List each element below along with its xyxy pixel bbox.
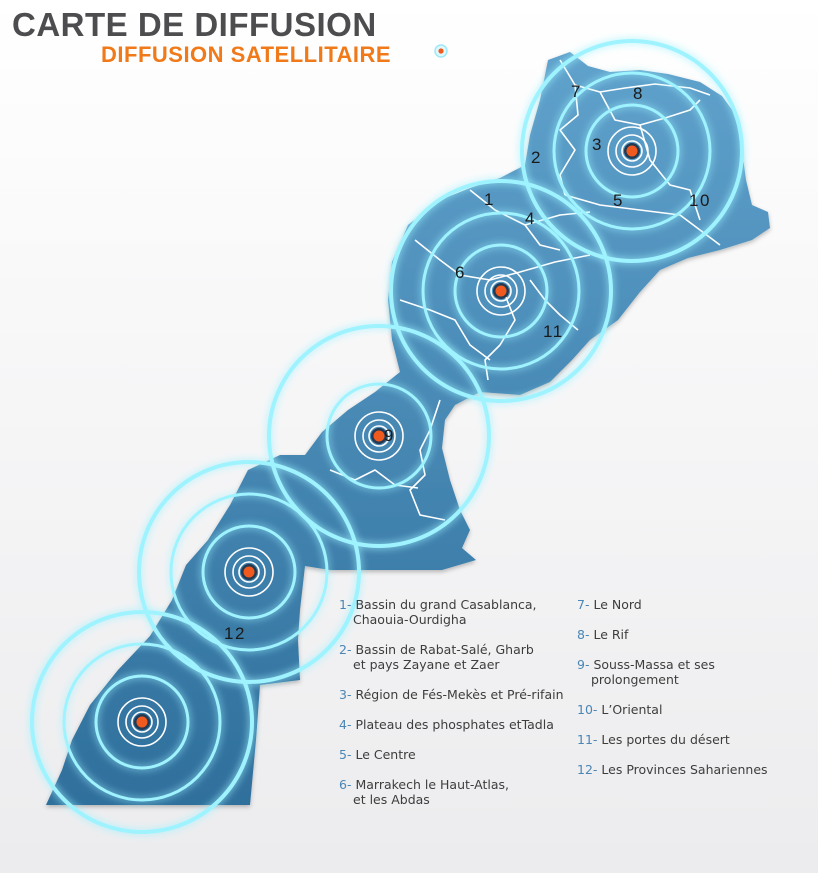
legend-number: 11- — [577, 732, 598, 747]
transmitter-5 — [32, 612, 252, 832]
legend-number: 2- — [339, 642, 352, 657]
region-number-2: 2 — [531, 148, 542, 167]
transmitter-dot — [496, 286, 507, 297]
legend-item-4 — [339, 717, 554, 732]
legend-number: 7- — [577, 597, 590, 612]
legend-item-5 — [339, 747, 416, 762]
region-number-10: 10 — [689, 191, 711, 210]
legend-item-1 — [339, 597, 537, 627]
legend-item-8 — [577, 627, 628, 642]
legend-label-line2: prolongement — [591, 672, 679, 687]
page-title: CARTE DE DIFFUSION — [12, 6, 377, 43]
legend-number: 9- — [577, 657, 590, 672]
legend-label-line2: Chaouia-Ourdigha — [353, 612, 467, 627]
legend-number: 10- — [577, 702, 598, 717]
region-number-12: 12 — [224, 624, 246, 643]
legend-label: Le Nord — [593, 597, 642, 612]
legend-label: Marrakech le Haut-Atlas, — [355, 777, 509, 792]
legend-item-3 — [339, 687, 564, 702]
transmitter-dot — [244, 567, 255, 578]
legend-label-line2: et pays Zayane et Zaer — [353, 657, 500, 672]
legend-label: Les Provinces Sahariennes — [601, 762, 768, 777]
legend-item-10 — [577, 702, 662, 717]
legend-number: 3- — [339, 687, 352, 702]
legend-label: Région de Fés-Mekès et Pré-rifain — [355, 687, 564, 702]
legend-number: 1- — [339, 597, 352, 612]
legend-number: 12- — [577, 762, 598, 777]
transmitter-dot — [374, 431, 385, 442]
region-number-6: 6 — [455, 263, 466, 282]
transmitter-1 — [522, 41, 742, 261]
legend-label: Bassin de Rabat-Salé, Gharb — [355, 642, 534, 657]
legend-item-6 — [339, 777, 509, 807]
legend-label: Bassin du grand Casablanca, — [355, 597, 537, 612]
legend-label: L’Oriental — [601, 702, 663, 717]
region-number-5: 5 — [613, 191, 624, 210]
region-number-9: 9 — [384, 426, 395, 445]
legend-label: Le Centre — [355, 747, 416, 762]
transmitter-dot — [137, 717, 148, 728]
region-number-4: 4 — [525, 209, 536, 228]
region-number-3: 3 — [592, 135, 603, 154]
legend-number: 6- — [339, 777, 352, 792]
legend-item-11 — [577, 732, 730, 747]
legend-item-2 — [339, 642, 534, 672]
legend-label: Les portes du désert — [601, 732, 730, 747]
page-subtitle: DIFFUSION SATELLITAIRE — [101, 42, 392, 67]
transmitter-dot — [627, 146, 638, 157]
legend-item-9 — [577, 657, 715, 687]
legend-label: Souss-Massa et ses — [593, 657, 715, 672]
legend-item-12 — [577, 762, 768, 777]
region-number-11: 11 — [543, 322, 564, 341]
legend-item-7 — [577, 597, 642, 612]
legend-label: Plateau des phosphates etTadla — [355, 717, 554, 732]
legend-number: 5- — [339, 747, 352, 762]
region-number-7: 7 — [571, 82, 582, 101]
legend-label-line2: et les Abdas — [353, 792, 430, 807]
transmitter-2 — [391, 181, 611, 401]
legend-label: Le Rif — [593, 627, 629, 642]
legend-number: 4- — [339, 717, 352, 732]
region-number-1: 1 — [484, 190, 495, 209]
legend-number: 8- — [577, 627, 590, 642]
region-number-8: 8 — [633, 84, 644, 103]
